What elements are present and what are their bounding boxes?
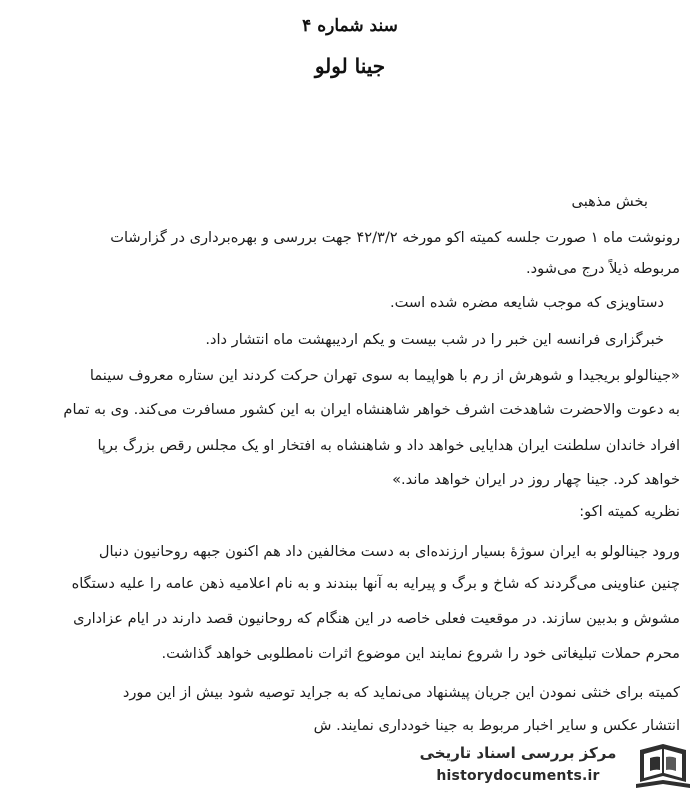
body-line: بخش مذهبی [571,193,648,210]
body-line: نظریه کمیته اکو: [579,503,680,520]
body-line: انتشار عکس و سایر اخبار مربوط به جینا خودداری نمایند. ش [313,717,680,734]
body-line: خواهد کرد. جینا چهار روز در ایران خواهد ماند.» [392,471,680,488]
open-book-logo-icon [634,740,692,790]
body-line: افراد خاندان سلطنت ایران هدایایی خواهد داد و شاهنشاه به افتخار او یک مجلس رقص بزرگ برپا [97,437,680,454]
body-line: خبرگزاری فرانسه این خبر را در شب بیست و یکم اردیبهشت ماه انتشار داد. [205,331,664,348]
watermark-name: مرکز بررسی اسناد تاریخی [419,744,617,762]
body-line: مشوش و بدبین سازند. در موقعیت فعلی خاصه در این هنگام که روحانیون قصد دارند در ایام عزاداری [73,610,680,627]
watermark [410,738,692,794]
body-line: کمیته برای خنثی نمودن این جریان پیشنهاد می‌نماید که به جراید توصیه شود بیش از این مورد [122,684,680,701]
body-line: به دعوت والاحضرت شاهدخت اشرف خواهر شاهنشاه ایران به این کشور مسافرت می‌کند. وی به تمام [63,401,680,418]
body-line: مربوطه ذیلاً درج می‌شود. [526,260,680,277]
body-line: رونوشت ماه ۱ صورت جلسه کمیته اکو مورخه ۴۲/۳/۲ جهت بررسی و بهره‌برداری در گزارشات [110,229,680,246]
document-subtitle: جینا لولو [314,54,386,78]
body-line: «جینالولو بریجیدا و شوهرش از رم با هواپیما به سوی تهران حرکت کردند این ستاره معروف سینما [89,367,680,384]
watermark-url: historydocuments.ir [436,768,600,784]
body-line: محرم حملات تبلیغاتی خود را شروع نمایند این موضوع اثرات نامطلوبی خواهد گذاشت. [161,645,680,662]
body-line: دستاویزی که موجب شایعه مضره شده است. [389,294,664,311]
document-title: سند شماره ۴ [302,16,398,36]
body-line: چنین عناوینی می‌گردند که شاخ و برگ و پیرایه به آنها ببندند و به نام اعلامیه ذهن عامه را علیه دستگاه [71,575,680,592]
body-line: ورود جینالولو به ایران سوژهٔ بسیار ارزنده‌ای به دست مخالفین داد هم اکنون جبهه روحانیون دنبال [98,543,680,560]
